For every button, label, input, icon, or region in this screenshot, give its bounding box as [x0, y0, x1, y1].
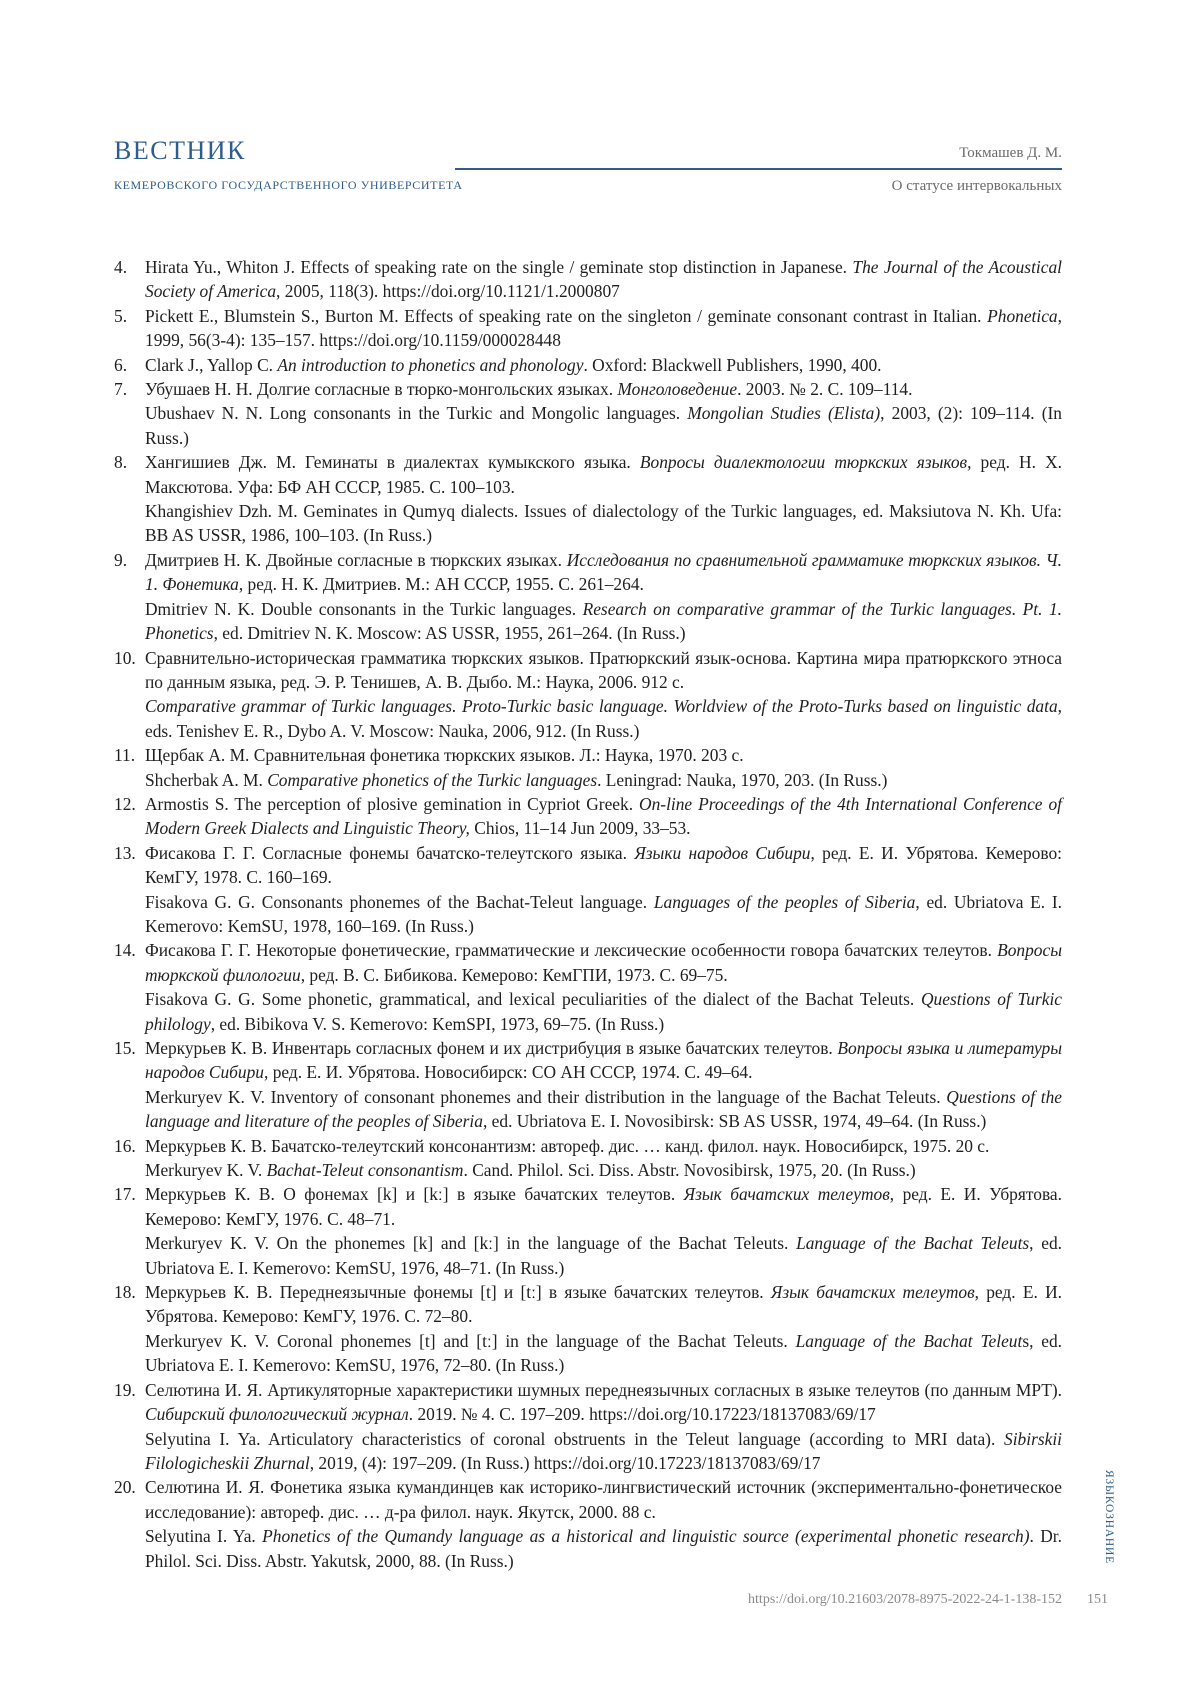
- reference-item: [114, 304, 1062, 353]
- reference-text: Dmitriev N. K. Double consonants in the Turkic languages.: [145, 599, 583, 619]
- reference-text: Khangishiev Dzh. M. Geminates in Qumyq dialects. Issues of dialectology of the Turkic languages, ed. Maksiutova N. Kh. Ufa: BB AS USSR, 1986, 100–103. (In Russ.): [145, 501, 1062, 545]
- reference-original: [145, 1380, 1062, 1424]
- reference-original: [145, 306, 1062, 350]
- reference-original: [145, 1038, 1062, 1082]
- reference-item: [114, 548, 1062, 646]
- reference-text: Меркурьев К. В. Бачатско-телеутский консонантизм: автореф. дис. … канд. филол. наук. Новосибирск, 1975. 20 с.: [145, 1136, 989, 1156]
- reference-original: [145, 1136, 989, 1156]
- reference-item: [114, 450, 1062, 548]
- reference-original: [145, 355, 882, 375]
- reference-source: Research on comparative grammar of the Turkic languages. Pt. 1. Phonetics: [145, 599, 1062, 643]
- reference-original: [145, 1184, 1062, 1228]
- reference-source: Исследования по сравнительной грамматике тюркских языков. Ч. 1. Фонетика: [145, 550, 1062, 594]
- reference-number: 16.: [114, 1134, 136, 1158]
- reference-translation: [145, 1160, 916, 1180]
- reference-text: Fisakova G. G. Some phonetic, grammatical, and lexical peculiarities of the dialect of the Bachat Teleuts.: [145, 989, 921, 1009]
- reference-source: Вопросы языка и литературы народов Сибири: [145, 1038, 1062, 1082]
- reference-text: , ed. Ubriatova E. I. Kemerovo: KemSU, 1976, 48–71. (In Russ.): [145, 1233, 1062, 1277]
- reference-number: 11.: [114, 743, 135, 767]
- reference-item: [114, 938, 1062, 1036]
- reference-text: Убушаев Н. Н. Долгие согласные в тюрко-монгольских языках.: [145, 379, 617, 399]
- reference-item: [114, 1475, 1062, 1573]
- reference-text: . 2019. № 4. С. 197–209. https://doi.org/10.17223/18137083/69/17: [409, 1404, 876, 1424]
- reference-number: 14.: [114, 938, 136, 962]
- reference-number: 8.: [114, 450, 127, 474]
- reference-item: [114, 743, 1062, 792]
- reference-original: [145, 843, 1062, 887]
- reference-translation: [145, 989, 1062, 1033]
- reference-text: Merkuryev K. V. Inventory of consonant phonemes and their distribution in the language of the Bachat Teleuts.: [145, 1087, 946, 1107]
- reference-text: . Oxford: Blackwell Publishers, 1990, 400.: [583, 355, 881, 375]
- reference-text: Селютина И. Я. Артикуляторные характеристики шумных переднеязычных согласных в языке телеутов (по данным МРТ).: [145, 1380, 1062, 1400]
- reference-text: Chios, 11–14 Jun 2009, 33–53.: [470, 818, 691, 838]
- reference-text: Селютина И. Я. Фонетика языка кумандинцев как историко-лингвистический источник (экспериментально-фонетическое исследование): автореф. дис. … д-ра филол. наук. Якутск, 2000. 88 с.: [145, 1477, 1062, 1521]
- reference-source: Bachat-Teleut consonantism: [267, 1160, 464, 1180]
- reference-number: 19.: [114, 1378, 136, 1402]
- reference-text: , ред. Е. И. Убрятова. Кемерово: КемГУ, 1978. С. 160–169.: [145, 843, 1062, 887]
- reference-source: Монголоведение: [617, 379, 737, 399]
- reference-text: Щербак А. М. Сравнительная фонетика тюркских языков. Л.: Наука, 1970. 203 с.: [145, 745, 744, 765]
- reference-text: , ред. В. С. Бибикова. Кемерово: КемГПИ, 1973. С. 69–75.: [301, 965, 728, 985]
- reference-text: , eds. Tenishev E. R., Dybo A. V. Moscow: Nauka, 2006, 912. (In Russ.): [145, 696, 1062, 740]
- reference-text: Fisakova G. G. Consonants phonemes of the Bachat-Teleut language.: [145, 892, 654, 912]
- running-header: [892, 145, 1062, 195]
- reference-text: . 2003. № 2. С. 109–114.: [737, 379, 912, 399]
- reference-text: . Dr. Philol. Sci. Diss. Abstr. Yakutsk, 2000, 88. (In Russ.): [145, 1526, 1062, 1570]
- reference-text: s, ed. Ubriatova E. I. Kemerovo: KemSU, 1976, 72–80. (In Russ.): [145, 1331, 1062, 1375]
- reference-text: , ред. Н. К. Дмитриев. М.: АН СССР, 1955. С. 261–264.: [239, 574, 644, 594]
- reference-text: Selyutina I. Ya. Articulatory characteristics of coronal obstruents in the Teleut language (according to MRI data).: [145, 1429, 1004, 1449]
- reference-source: Language of the Bachat Teleuts: [796, 1233, 1029, 1253]
- reference-original: [145, 1477, 1062, 1521]
- reference-item: [114, 1036, 1062, 1134]
- reference-text: , ред. Н. Х. Максютова. Уфа: БФ АН СССР, 1985. С. 100–103.: [145, 452, 1062, 496]
- reference-number: 13.: [114, 841, 136, 865]
- reference-original: [145, 648, 1062, 692]
- reference-translation: [145, 1429, 1062, 1473]
- reference-translation: [145, 501, 1062, 545]
- reference-original: [145, 940, 1062, 984]
- reference-source: Sibirskii Filologicheskii Zhurnal: [145, 1429, 1062, 1473]
- reference-translation: [145, 403, 1062, 447]
- reference-source: An introduction to phonetics and phonology: [277, 355, 583, 375]
- reference-item: [114, 792, 1062, 841]
- reference-translation: [145, 1331, 1062, 1375]
- reference-source: Questions of Turkic philology: [145, 989, 1062, 1033]
- reference-text: Merkuryev K. V. On the phonemes [k] and [kː] in the language of the Bachat Teleuts.: [145, 1233, 796, 1253]
- reference-translation: [145, 1233, 1062, 1277]
- reference-number: 10.: [114, 646, 136, 670]
- reference-text: , 2003, (2): 109–114. (In Russ.): [145, 403, 1062, 447]
- reference-source: Comparative grammar of Turkic languages. Proto-Turkic basic language. Worldview of the Proto-Turks based on linguistic data: [145, 696, 1058, 716]
- reference-text: Фисакова Г. Г. Некоторые фонетические, грамматические и лексические особенности говора бачатских телеутов.: [145, 940, 997, 960]
- reference-text: , ed. Ubriatova E. I. Kemerovo: KemSU, 1978, 160–169. (In Russ.): [145, 892, 1062, 936]
- reference-original: [145, 794, 1062, 838]
- reference-source: Язык бачатских телеутов: [684, 1184, 890, 1204]
- reference-source: Вопросы диалектологии тюркских языков: [640, 452, 967, 472]
- reference-text: Pickett E., Blumstein S., Burton M. Effects of speaking rate on the singleton / geminate consonant contrast in Italian.: [145, 306, 987, 326]
- reference-text: . Cand. Philol. Sci. Diss. Abstr. Novosibirsk, 1975, 20. (In Russ.): [464, 1160, 916, 1180]
- reference-text: . Leningrad: Nauka, 1970, 203. (In Russ.): [597, 770, 887, 790]
- footer-doi[interactable]: https://doi.org/10.21603/2078-8975-2022-24-1-138-152: [748, 1592, 1062, 1608]
- reference-text: , 1999, 56(3-4): 135–157. https://doi.org/10.1159/000028448: [145, 306, 1062, 350]
- reference-text: Merkuryev K. V. Coronal phonemes [t] and [tː] in the language of the Bachat Teleuts.: [145, 1331, 796, 1351]
- reference-list: [114, 255, 1062, 1573]
- reference-source: Comparative phonetics of the Turkic languages: [267, 770, 597, 790]
- reference-text: Сравнительно-историческая грамматика тюркских языков. Пратюркский язык-основа. Картина мира пратюркского этноса по данным языка, ред. Э. Р. Тенишев, А. В. Дыбо. М.: Наука, 2006. 912 с.: [145, 648, 1062, 692]
- reference-number: 5.: [114, 304, 127, 328]
- reference-text: Меркурьев К. В. Инвентарь согласных фонем и их дистрибуция в языке бачатских телеутов.: [145, 1038, 837, 1058]
- reference-number: 17.: [114, 1182, 136, 1206]
- reference-text: , 2005, 118(3). https://doi.org/10.1121/1.2000807: [276, 281, 620, 301]
- reference-number: 18.: [114, 1280, 136, 1304]
- reference-item: [114, 377, 1062, 450]
- reference-text: Hirata Yu., Whiton J. Effects of speaking rate on the single / geminate stop distinction in Japanese.: [145, 257, 852, 277]
- reference-item: [114, 255, 1062, 304]
- reference-item: [114, 646, 1062, 744]
- reference-source: Язык бачатских телеутов: [771, 1282, 975, 1302]
- section-label: ЯЗЫКОЗНАНИЕ: [1103, 1470, 1115, 1564]
- journal-title: ВЕСТНИК: [114, 136, 463, 166]
- reference-item: [114, 1134, 1062, 1183]
- reference-number: 6.: [114, 353, 127, 377]
- reference-text: , ed. Dmitriev N. K. Moscow: AS USSR, 1955, 261–264. (In Russ.): [214, 623, 686, 643]
- reference-source: Language of the Bachat Teleut: [796, 1331, 1023, 1351]
- reference-translation: [145, 599, 1062, 643]
- reference-text: , ed. Ubriatova E. I. Novosibirsk: SB AS USSR, 1974, 49–64. (In Russ.): [483, 1111, 986, 1131]
- reference-number: 20.: [114, 1475, 136, 1499]
- reference-original: [145, 745, 744, 765]
- journal-header: [114, 136, 463, 193]
- reference-source: Languages of the peoples of Siberia: [654, 892, 916, 912]
- reference-number: 12.: [114, 792, 136, 816]
- reference-text: Меркурьев К. В. Переднеязычные фонемы [t] и [tː] в языке бачатских телеутов.: [145, 1282, 771, 1302]
- reference-item: [114, 353, 1062, 377]
- reference-text: Меркурьев К. В. О фонемах [k] и [kː] в языке бачатских телеутов.: [145, 1184, 684, 1204]
- reference-item: [114, 1378, 1062, 1476]
- running-title: О статусе интервокальных: [892, 178, 1062, 195]
- reference-text: Clark J., Yallop C.: [145, 355, 277, 375]
- reference-text: Shcherbak A. M.: [145, 770, 267, 790]
- reference-translation: [145, 1087, 1062, 1131]
- reference-text: Ubushaev N. N. Long consonants in the Turkic and Mongolic languages.: [145, 403, 687, 423]
- reference-translation: [145, 696, 1062, 740]
- reference-text: Selyutina I. Ya.: [145, 1526, 262, 1546]
- reference-text: Дмитриев Н. К. Двойные согласные в тюркских языках.: [145, 550, 567, 570]
- reference-source: Языки народов Сибири: [634, 843, 810, 863]
- page-number: 151: [1087, 1592, 1108, 1608]
- reference-text: , ed. Bibikova V. S. Kemerovo: KemSPI, 1973, 69–75. (In Russ.): [211, 1014, 664, 1034]
- reference-source: Вопросы тюркской филологии: [145, 940, 1062, 984]
- reference-number: 7.: [114, 377, 127, 401]
- reference-original: [145, 379, 912, 399]
- journal-subtitle: КЕМЕРОВСКОГО ГОСУДАРСТВЕННОГО УНИВЕРСИТЕТА: [114, 178, 463, 193]
- reference-source: Questions of the language and literature of the peoples of Siberia: [145, 1087, 1062, 1131]
- reference-original: [145, 257, 1062, 301]
- reference-item: [114, 1280, 1062, 1378]
- reference-item: [114, 841, 1062, 939]
- reference-translation: [145, 892, 1062, 936]
- reference-number: 9.: [114, 548, 127, 572]
- reference-text: Merkuryev K. V.: [145, 1160, 267, 1180]
- running-author: Токмашев Д. М.: [892, 145, 1062, 162]
- reference-text: Фисакова Г. Г. Согласные фонемы бачатско-телеутского языка.: [145, 843, 634, 863]
- reference-number: 15.: [114, 1036, 136, 1060]
- reference-translation: [145, 1526, 1062, 1570]
- reference-original: [145, 452, 1062, 496]
- reference-source: Сибирский филологический журнал: [145, 1404, 409, 1424]
- reference-text: , ред. Е. И. Убрятова. Кемерово: КемГУ, 1976. С. 48–71.: [145, 1184, 1062, 1228]
- reference-number: 4.: [114, 255, 127, 279]
- reference-text: , ред. Е. И. Убрятова. Кемерово: КемГУ, 1976. С. 72–80.: [145, 1282, 1062, 1326]
- reference-source: The Journal of the Acoustical Society of America: [145, 257, 1062, 301]
- reference-source: Phonetics of the Qumandy language as a historical and linguistic source (experimental phonetic research): [262, 1526, 1029, 1546]
- reference-source: Mongolian Studies (Elista): [687, 403, 880, 423]
- reference-source: Phonetica: [987, 306, 1058, 326]
- reference-text: , 2019, (4): 197–209. (In Russ.) https://doi.org/10.17223/18137083/69/17: [310, 1453, 821, 1473]
- reference-text: Armostis S. The perception of plosive gemination in Cypriot Greek.: [145, 794, 639, 814]
- reference-item: [114, 1182, 1062, 1280]
- reference-original: [145, 1282, 1062, 1326]
- reference-source: On-line Proceedings of the 4th International Conference of Modern Greek Dialects and Linguistic Theory,: [145, 794, 1062, 838]
- reference-text: , ред. Е. И. Убрятова. Новосибирск: СО АН СССР, 1974. С. 49–64.: [264, 1062, 752, 1082]
- reference-original: [145, 550, 1062, 594]
- reference-translation: [145, 770, 887, 790]
- reference-text: Хангишиев Дж. М. Геминаты в диалектах кумыкского языка.: [145, 452, 640, 472]
